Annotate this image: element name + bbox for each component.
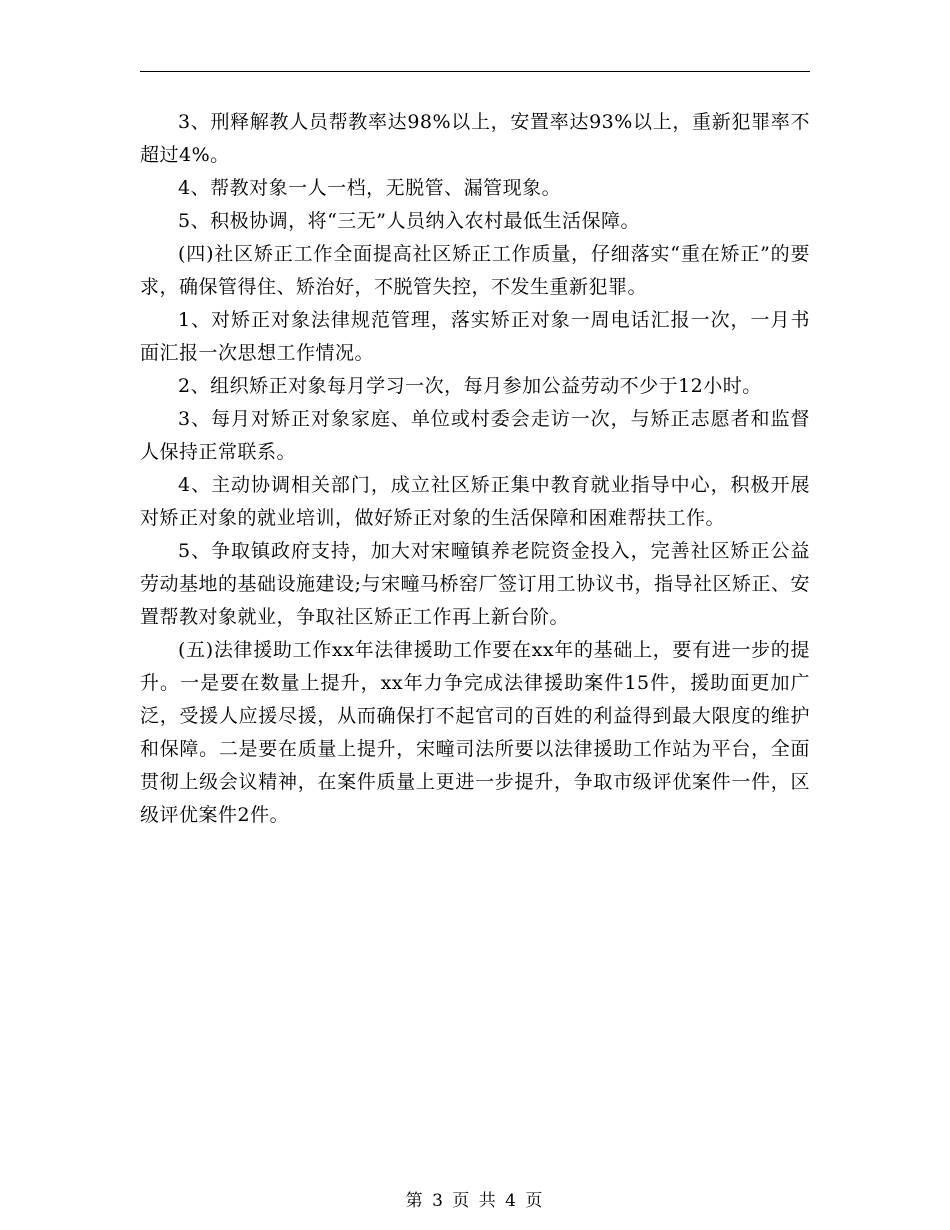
page-number-footer: 第 3 页 共 4 页 [405,1191,545,1211]
header-rule [140,71,810,72]
paragraph: 2、组织矫正对象每月学习一次，每月参加公益劳动不少于12小时。 [178,375,762,397]
paragraph: (四)社区矫正工作全面提高社区矫正工作质量，仔细落实“重在矫正”的要求，确保管得住、矫治好，不脱管失控，不发生重新犯罪。 [140,243,810,298]
paragraph: 1、对矫正对象法律规范管理，落实矫正对象一周电话汇报一次，一月书面汇报一次思想工作情况。 [140,309,810,364]
paragraph: 5、争取镇政府支持，加大对宋疃镇养老院资金投入，完善社区矫正公益劳动基地的基础设施建设;与宋疃马桥窑厂签订用工协议书，指导社区矫正、安置帮教对象就业，争取社区矫正工作再上新台阶。 [140,540,810,628]
paragraph: (五)法律援助工作xx年法律援助工作要在xx年的基础上，要有进一步的提升。一是要在数量上提升，xx年力争完成法律援助案件15件，援助面更加广泛，受援人应援尽援，从而确保打不起官司的百姓的利益得到最大限度的维护和保障。二是要在质量上提升，宋疃司法所要以法律援助工作站为平台，全面贯彻上级会议精神，在案件质量上更进一步提升，争取市级评优案件一件，区级评优案件2件。 [140,639,810,826]
document-body [140,106,810,832]
paragraph: 3、每月对矫正对象家庭、单位或村委会走访一次，与矫正志愿者和监督人保持正常联系。 [140,408,810,463]
paragraph: 3、刑释解教人员帮教率达98%以上，安置率达93%以上，重新犯罪率不超过4%。 [140,111,810,166]
paragraph: 4、帮教对象一人一档，无脱管、漏管现象。 [178,177,562,199]
paragraph: 4、主动协调相关部门，成立社区矫正集中教育就业指导中心，积极开展对矫正对象的就业培训，做好矫正对象的生活保障和困难帮扶工作。 [140,474,810,529]
paragraph: 5、积极协调，将“三无”人员纳入农村最低生活保障。 [178,210,641,232]
